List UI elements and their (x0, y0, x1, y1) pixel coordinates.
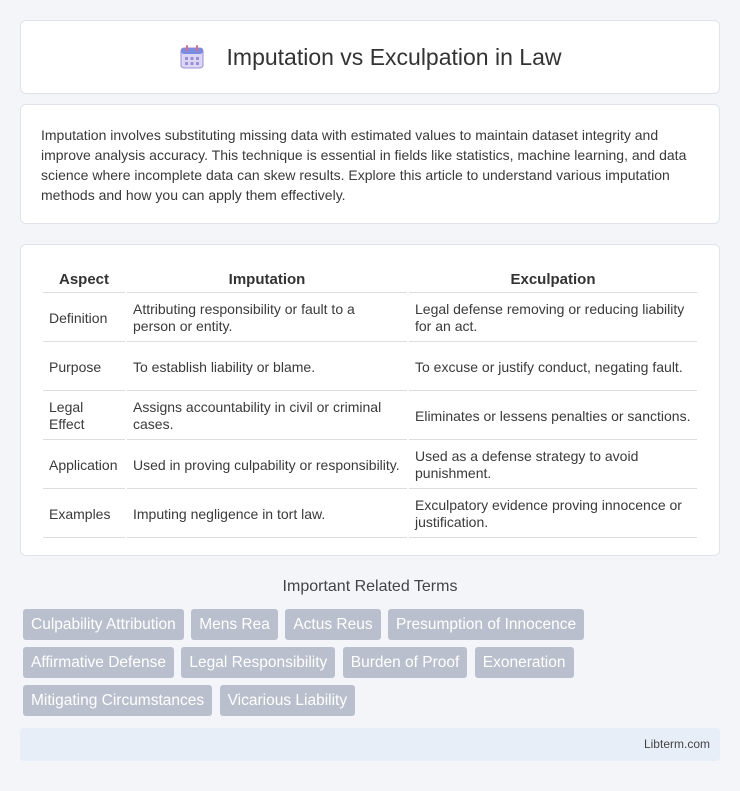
row-exculpation: Legal defense removing or reducing liability for an act. (409, 295, 697, 342)
table-header-row (43, 267, 697, 293)
header-imputation: Imputation (127, 267, 407, 293)
intro-card (20, 104, 720, 224)
row-imputation: To establish liability or blame. (127, 344, 407, 391)
table-row (43, 491, 697, 538)
related-term-tag[interactable]: Affirmative Defense (23, 647, 174, 678)
header-aspect: Aspect (43, 267, 125, 293)
related-term-tag[interactable]: Presumption of Innocence (388, 609, 584, 640)
table-row (43, 295, 697, 342)
header-exculpation: Exculpation (409, 267, 697, 293)
row-exculpation: To excuse or justify conduct, negating fault. (409, 344, 697, 391)
calendar-icon (179, 44, 205, 70)
row-imputation: Imputing negligence in tort law. (127, 491, 407, 538)
related-term-tag[interactable]: Actus Reus (285, 609, 380, 640)
title-card (20, 20, 720, 94)
row-aspect: Application (43, 442, 125, 489)
row-aspect: Legal Effect (43, 393, 125, 440)
footer (20, 728, 720, 761)
row-imputation: Used in proving culpability or responsibility. (127, 442, 407, 489)
row-aspect: Definition (43, 295, 125, 342)
row-imputation: Attributing responsibility or fault to a person or entity. (127, 295, 407, 342)
related-term-tag[interactable]: Burden of Proof (343, 647, 468, 678)
footer-site-link[interactable]: Libterm.com (643, 737, 710, 751)
row-aspect: Examples (43, 491, 125, 538)
row-exculpation: Used as a defense strategy to avoid punishment. (409, 442, 697, 489)
table-row (43, 393, 697, 440)
comparison-table-card (20, 244, 720, 556)
related-terms-list (23, 609, 723, 723)
row-imputation: Assigns accountability in civil or criminal cases. (127, 393, 407, 440)
related-term-tag[interactable]: Vicarious Liability (220, 685, 355, 716)
related-terms-title: Important Related Terms (282, 578, 458, 595)
table-row (43, 344, 697, 391)
comparison-table (41, 265, 699, 540)
related-term-tag[interactable]: Culpability Attribution (23, 609, 184, 640)
row-exculpation: Exculpatory evidence proving innocence or justification. (409, 491, 697, 538)
intro-text: Imputation involves substituting missing data with estimated values to maintain dataset integrity and improve analysis accuracy. This technique is essential in fields like statistics, machine learning, and data science where incomplete data can skew results. Explore this article to understand various imputation methods and how you can apply them effectively. (41, 127, 687, 203)
related-term-tag[interactable]: Exoneration (475, 647, 574, 678)
related-term-tag[interactable]: Legal Responsibility (181, 647, 335, 678)
row-exculpation: Eliminates or lessens penalties or sanctions. (409, 393, 697, 440)
page-title: Imputation vs Exculpation in Law (226, 43, 562, 70)
table-row (43, 442, 697, 489)
row-aspect: Purpose (43, 344, 125, 391)
related-term-tag[interactable]: Mitigating Circumstances (23, 685, 212, 716)
related-term-tag[interactable]: Mens Rea (191, 609, 278, 640)
